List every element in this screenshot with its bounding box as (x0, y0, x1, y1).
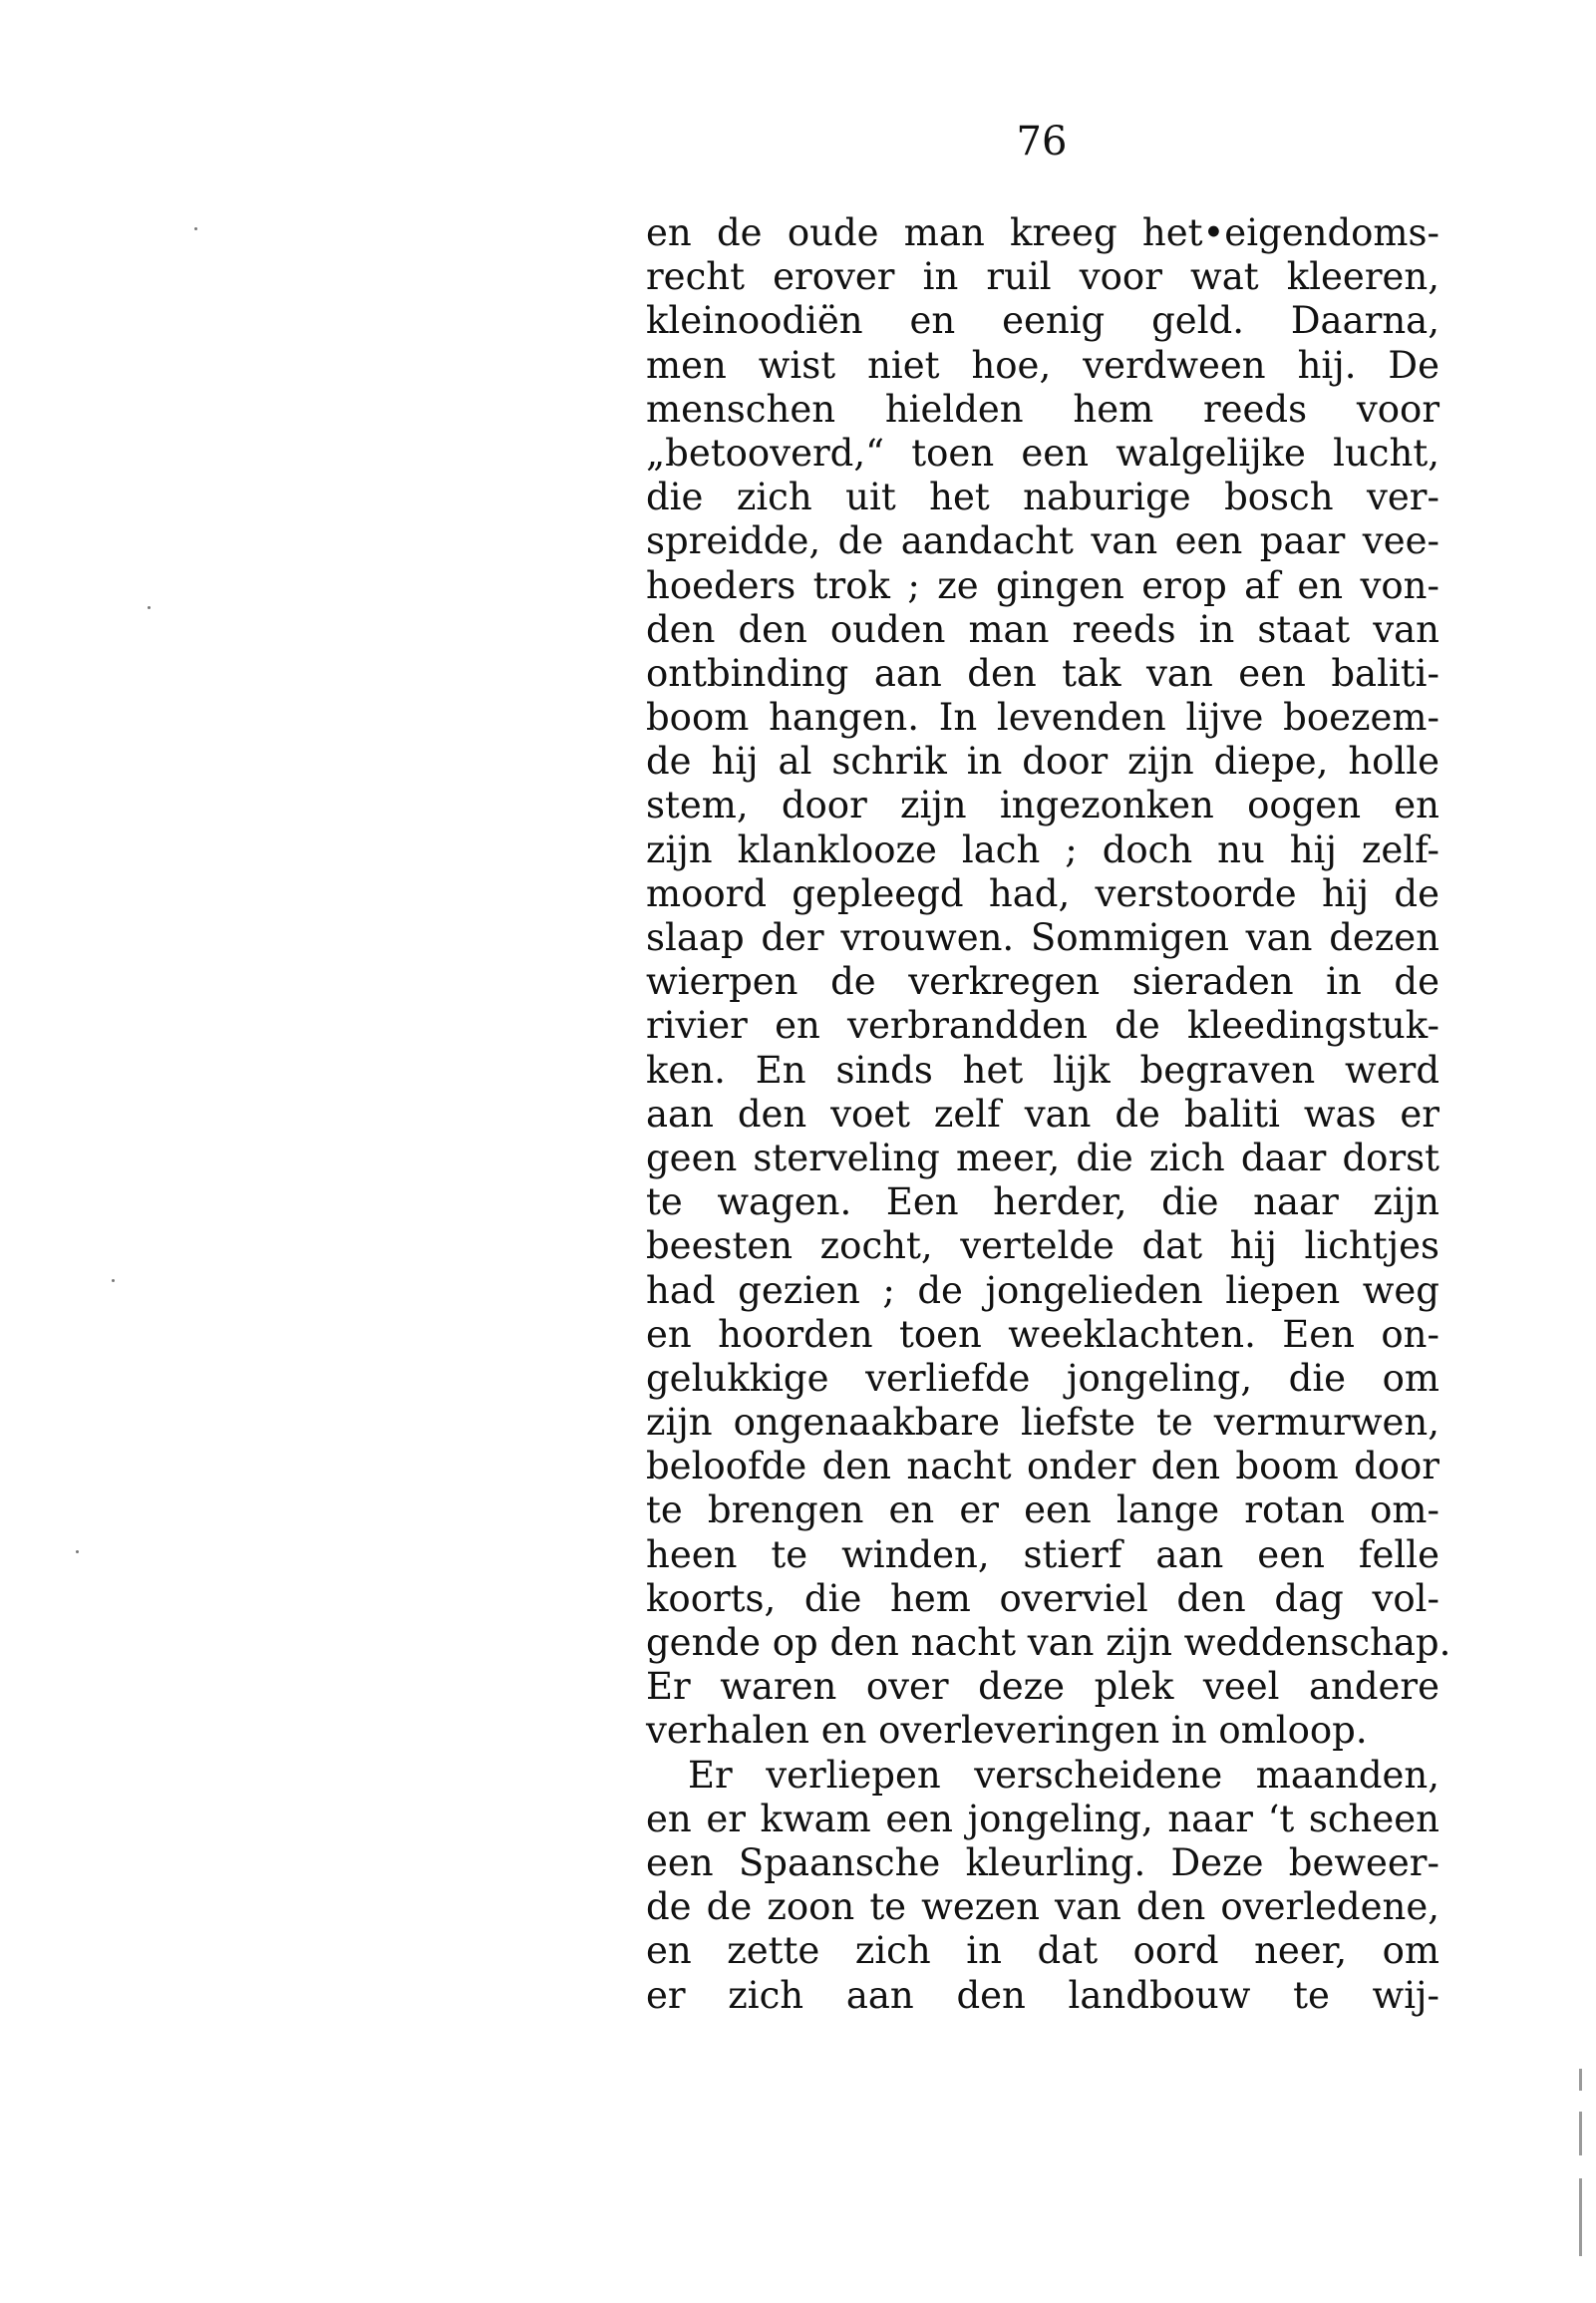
text-line: recht erover in ruil voor wat kleeren, (646, 255, 1439, 299)
edge-mark (1579, 2178, 1582, 2256)
text-line: te brengen en er een lange rotan om- (646, 1488, 1439, 1532)
edge-mark (1579, 2112, 1582, 2155)
text-line: geen sterveling meer, die zich daar dorst (646, 1136, 1439, 1179)
text-line: Er verliepen verscheidene maanden, (688, 1753, 1439, 1797)
text-line: te wagen. Een herder, die naar zijn (646, 1180, 1439, 1224)
text-line: een Spaansche kleurling. Deze beweer- (646, 1840, 1439, 1884)
text-line: die zich uit het naburige bosch ver- (646, 476, 1439, 519)
text-line: en er kwam een jongeling, naar ‘t scheen (646, 1797, 1439, 1840)
scan-speck (76, 1550, 79, 1553)
text-line: hoeders trok ; ze gingen erop af en von- (646, 563, 1439, 607)
text-line: rivier en verbrandden de kleedingstuk- (646, 1004, 1439, 1048)
scan-speck (148, 606, 151, 609)
text-line: beesten zocht, vertelde dat hij lichtjes (646, 1224, 1439, 1268)
text-line: boom hangen. In levenden lijve boezem- (646, 696, 1439, 740)
text-line: slaap der vrouwen. Sommigen van dezen (646, 916, 1439, 959)
text-line: koorts, die hem overviel den dag vol- (646, 1576, 1439, 1620)
text-line: er zich aan den landbouw te wij- (646, 1973, 1439, 2017)
text-line: zijn klanklooze lach ; doch nu hij zelf- (646, 827, 1439, 871)
text-line: moord gepleegd had, verstoorde hij de (646, 871, 1439, 915)
text-line: en zette zich in dat oord neer, om (646, 1929, 1439, 1973)
text-line: zijn ongenaakbare liefste te vermurwen, (646, 1401, 1439, 1445)
text-line: de hij al schrik in door zijn diepe, holle (646, 740, 1439, 784)
text-line: had gezien ; de jongelieden liepen weg (646, 1268, 1439, 1312)
text-line: ken. En sinds het lijk begraven werd (646, 1048, 1439, 1092)
text-line: spreidde, de aandacht van een paar vee- (646, 519, 1439, 563)
edge-mark (1579, 2069, 1582, 2091)
body-text (646, 211, 1451, 2018)
text-line: gelukkige verliefde jongeling, die om (646, 1356, 1439, 1400)
text-line: gende op den nacht van zijn weddenschap. (646, 1621, 1451, 1664)
text-line: beloofde den nacht onder den boom door (646, 1445, 1439, 1488)
text-line: den den ouden man reeds in staat van (646, 607, 1439, 651)
text-line: en de oude man kreeg het•eigendoms- (646, 211, 1439, 254)
text-line: „betooverd,“ toen een walgelijke lucht, (646, 431, 1439, 475)
scan-speck (194, 227, 197, 230)
text-line: kleinoodiën en eenig geld. Daarna, (646, 299, 1439, 343)
text-line: men wist niet hoe, verdween hij. De (646, 343, 1439, 387)
text-line: menschen hielden hem reeds voor (646, 387, 1439, 431)
text-line: de de zoon te wezen van den overledene, (646, 1885, 1439, 1929)
text-line: heen te winden, stierf aan een felle (646, 1532, 1439, 1576)
text-line: verhalen en overleveringen in omloop. (646, 1709, 1368, 1753)
page-number: 76 (1016, 119, 1068, 164)
scan-speck (112, 1279, 115, 1282)
text-line: en hoorden toen weeklachten. Een on- (646, 1312, 1439, 1356)
text-line: Er waren over deze plek veel andere (646, 1665, 1439, 1709)
text-line: wierpen de verkregen sieraden in de (646, 960, 1439, 1004)
text-line: ontbinding aan den tak van een baliti- (646, 651, 1439, 695)
text-line: aan den voet zelf van de baliti was er (646, 1092, 1439, 1136)
text-line: stem, door zijn ingezonken oogen en (646, 784, 1439, 827)
